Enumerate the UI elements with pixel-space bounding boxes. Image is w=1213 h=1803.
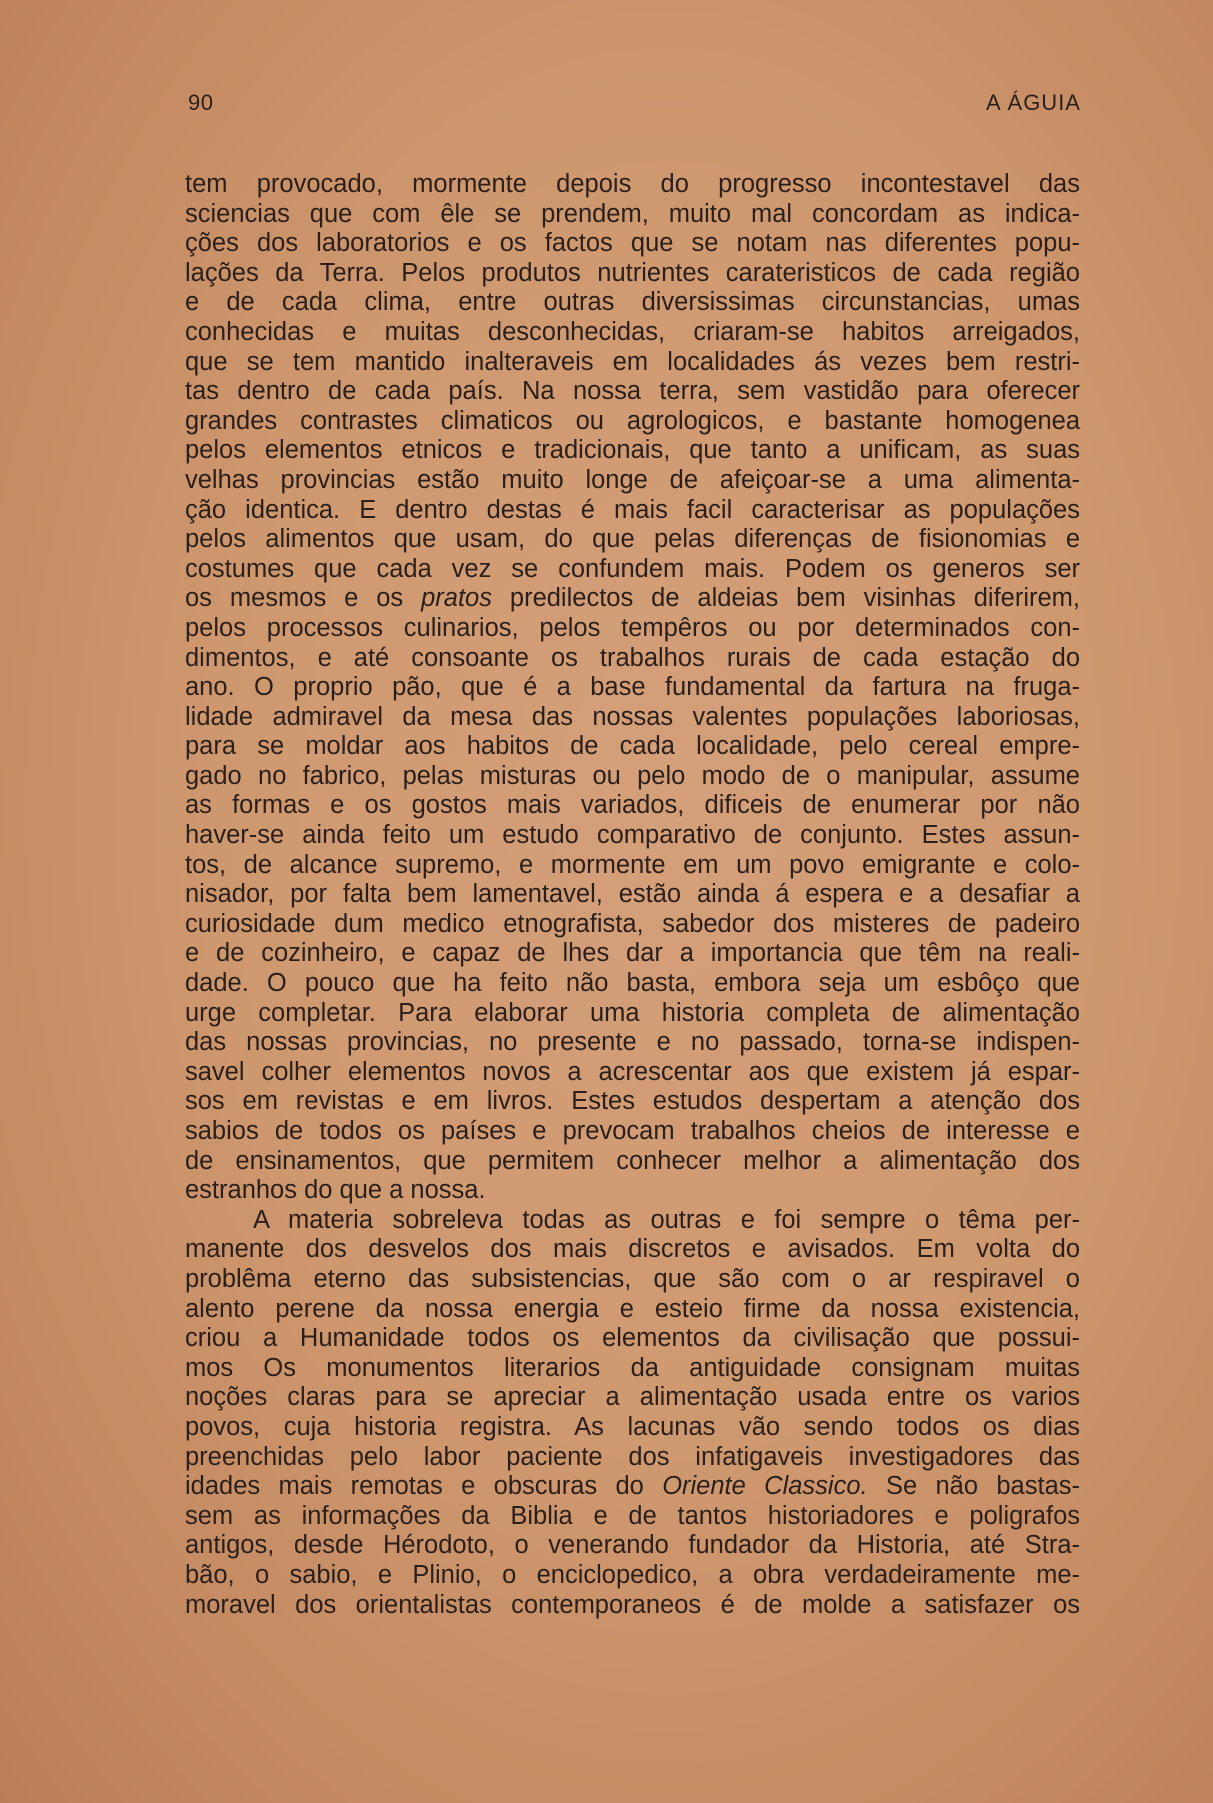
text-line: ano. O proprio pão, que é a base fundamental da fartura na fruga- <box>185 673 1080 702</box>
text-line: para se moldar aos habitos de cada localidade, pelo cereal empre- <box>185 732 1080 761</box>
page-number: 90 <box>188 90 214 115</box>
text-line: mos Os monumentos literarios da antiguidade consignam muitas <box>185 1353 1080 1382</box>
text-line: savel colher elementos novos a acrescentar aos que existem já espar- <box>185 1057 1080 1086</box>
text-line: grandes contrastes climaticos ou agrologicos, e bastante homogenea <box>185 406 1080 435</box>
page-header <box>188 90 1081 120</box>
text-line: de ensinamentos, que permitem conhecer melhor a alimentação dos <box>185 1146 1080 1175</box>
paragraph-1 <box>185 170 1080 1206</box>
text-line: manente dos desvelos dos mais discretos e avisados. Em volta do <box>185 1235 1080 1264</box>
text-line: pelos alimentos que usam, do que pelas diferenças de fisionomias e <box>185 525 1080 554</box>
text-line: lações da Terra. Pelos produtos nutrientes carateristicos de cada região <box>185 258 1080 287</box>
text-line: sem as informações da Biblia e de tantos historiadores e poligrafos <box>185 1501 1080 1530</box>
text-line: velhas provincias estão muito longe de afeiçoar-se a uma alimenta- <box>185 465 1080 494</box>
text-line: bão, o sabio, e Plinio, o enciclopedico, a obra verdadeiramente me- <box>185 1560 1080 1589</box>
text-line: curiosidade dum medico etnografista, sabedor dos misteres de padeiro <box>185 909 1080 938</box>
text-line: haver-se ainda feito um estudo comparativo de conjunto. Estes assun- <box>185 821 1080 850</box>
text-line: moravel dos orientalistas contemporaneos é de molde a satisfazer os <box>185 1590 1080 1619</box>
paragraph-2 <box>185 1206 1080 1620</box>
text-line: das nossas provincias, no presente e no passado, torna-se indispen- <box>185 1028 1080 1057</box>
text-line: tem provocado, mormente depois do progresso incontestavel das <box>185 170 1080 198</box>
text-line: tos, de alcance supremo, e mormente em um povo emigrante e colo- <box>185 850 1080 879</box>
text-line: costumes que cada vez se confundem mais. Podem os generos ser <box>185 554 1080 583</box>
text-line: nisador, por falta bem lamentavel, estão ainda á espera e a desafiar a <box>185 880 1080 909</box>
text-line: urge completar. Para elaborar uma historia completa de alimentação <box>185 998 1080 1027</box>
text-line: sos em revistas e em livros. Estes estudos despertam a atenção dos <box>185 1087 1080 1116</box>
text-segment: idades mais remotas e obscuras do <box>185 1472 663 1501</box>
text-line: A materia sobreleva todas as outras e foi sempre o têma per- <box>253 1205 1080 1234</box>
text-line <box>185 1472 1080 1502</box>
italic-term: pratos <box>421 584 492 613</box>
text-line: pelos elementos etnicos e tradicionais, que tanto a unificam, as suas <box>185 436 1080 465</box>
text-line: sabios de todos os países e prevocam trabalhos cheios de interesse e <box>185 1117 1080 1145</box>
text-line: noções claras para se apreciar a alimentação usada entre os varios <box>185 1383 1080 1412</box>
running-title: A ÁGUIA <box>985 90 1081 115</box>
text-line: e de cada clima, entre outras diversissimas circunstancias, umas <box>185 288 1080 317</box>
body-text <box>185 170 1080 1620</box>
text-line: tas dentro de cada país. Na nossa terra, sem vastidão para oferecer <box>185 377 1080 406</box>
text-line: dimentos, e até consoante os trabalhos rurais de cada estação do <box>185 643 1080 672</box>
text-line: preenchidas pelo labor paciente dos infatigaveis investigadores das <box>185 1442 1080 1471</box>
text-line: pelos processos culinarios, pelos tempêros ou por determinados con- <box>185 613 1080 642</box>
text-line: que se tem mantido inalteraveis em localidades ás vezes bem restri- <box>185 347 1080 376</box>
italic-term: Oriente Classico. <box>662 1472 868 1501</box>
text-line: lidade admiravel da mesa das nossas valentes populações laboriosas, <box>185 702 1080 731</box>
text-line: conhecidas e muitas desconhecidas, criaram-se habitos arreigados, <box>185 317 1080 346</box>
text-line: dade. O pouco que ha feito não basta, embora seja um esbôço que <box>185 969 1080 998</box>
text-line <box>185 584 1080 614</box>
text-line: estranhos do que a nossa. <box>185 1176 486 1205</box>
text-line: e de cozinheiro, e capaz de lhes dar a importancia que têm na reali- <box>185 939 1080 968</box>
text-line: alento perene da nossa energia e esteio firme da nossa existencia, <box>185 1294 1080 1323</box>
text-line: gado no fabrico, pelas misturas ou pelo modo de o manipular, assume <box>185 761 1080 790</box>
text-line: criou a Humanidade todos os elementos da civilisação que possui- <box>185 1324 1080 1353</box>
text-segment: predilectos de aldeias bem visinhas diferirem, <box>491 584 1081 613</box>
text-line: antigos, desde Hérodoto, o venerando fundador da Historia, até Stra- <box>185 1531 1080 1560</box>
text-segment: Se não bastas- <box>867 1472 1080 1501</box>
text-line: ções dos laboratorios e os factos que se notam nas diferentes popu- <box>185 229 1080 258</box>
text-line: sciencias que com êle se prendem, muito mal concordam as indica- <box>185 199 1080 228</box>
text-line: problêma eterno das subsistencias, que são com o ar respiravel o <box>185 1264 1080 1293</box>
text-segment: os mesmos e os <box>185 584 422 613</box>
text-line: povos, cuja historia registra. As lacunas vão sendo todos os dias <box>185 1412 1080 1441</box>
text-line: ção identica. E dentro destas é mais facil caracterisar as populações <box>185 495 1080 524</box>
text-line: as formas e os gostos mais variados, dificeis de enumerar por não <box>185 791 1080 820</box>
